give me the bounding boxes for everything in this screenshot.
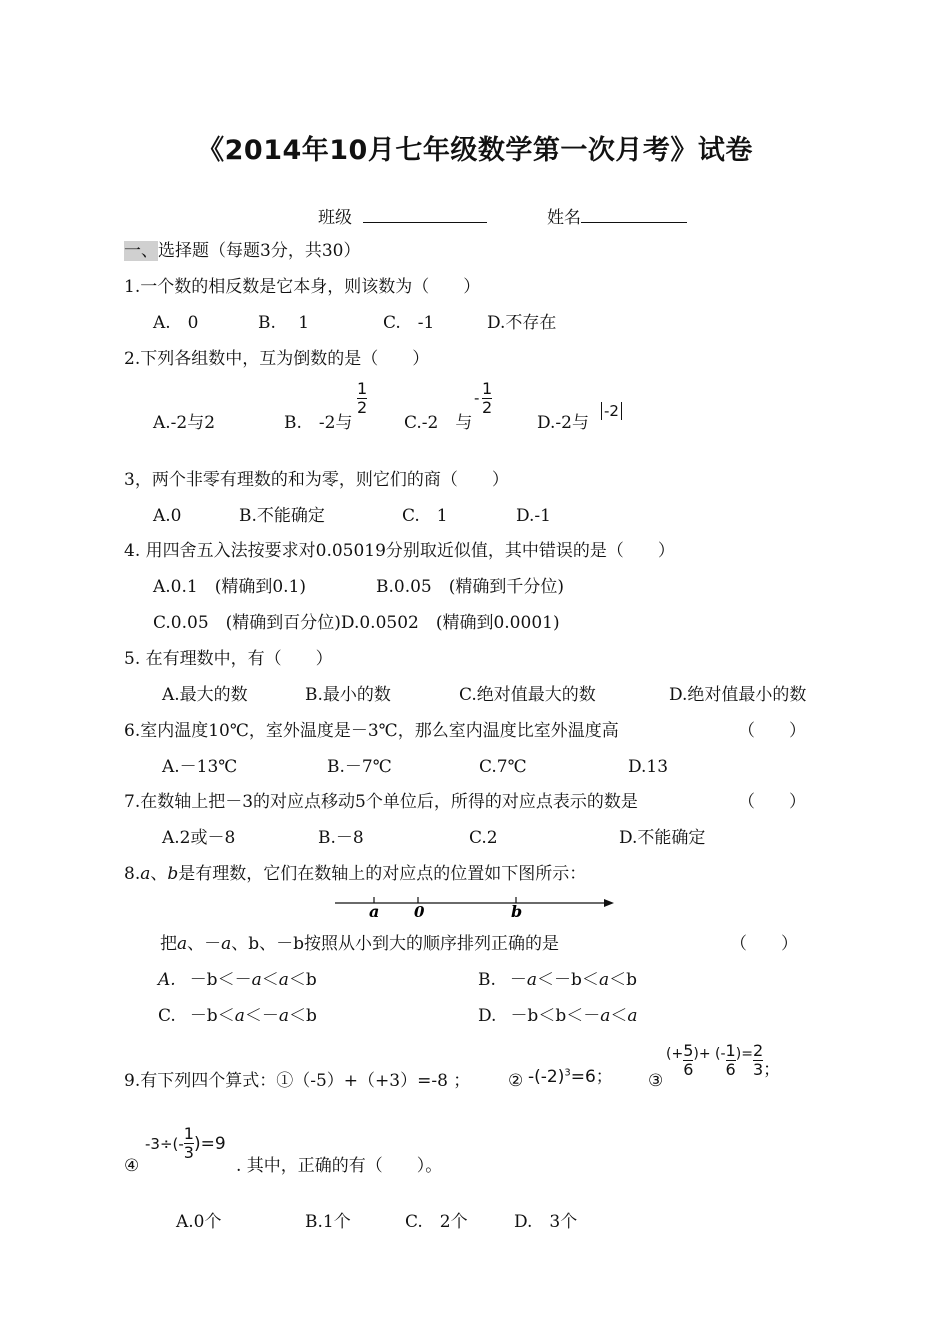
q1-stem: 1.一个数的相反数是它本身，则该数为（ ） [124, 277, 481, 297]
q5-option-c: C.绝对值最大的数 [459, 685, 596, 705]
q6-option-d: D.13 [628, 757, 669, 777]
var-a: a [598, 970, 610, 990]
expr4-part: )=9 [193, 1133, 226, 1154]
axis-arrow [604, 899, 614, 907]
q6-stem: 6.室内温度10℃，室外温度是－3℃，那么室内温度比室外温度高 [124, 721, 619, 741]
var-a: a [177, 934, 188, 954]
option-text: ＜ [261, 970, 279, 990]
var-a: a [278, 1006, 289, 1026]
option-text: －b＜b＜－ [510, 1006, 601, 1026]
q2-stem: 2.下列各组数中，互为倒数的是（ ） [124, 349, 430, 369]
q1-option-a: A. 0 [153, 313, 199, 333]
q8-sub-mid2: 、b、－b按照从小到大的顺序排列正确的是 [231, 934, 560, 954]
q2-c-sign: - [474, 389, 480, 407]
option-text: ＜ [610, 1006, 628, 1026]
q5-stem: 5. 在有理数中，有（ ） [124, 649, 333, 669]
q1-option-c: C. -1 [383, 313, 435, 333]
option-letter: B. [478, 970, 496, 990]
expr4-fraction [184, 1125, 194, 1162]
expr3-fraction-1 [683, 1042, 693, 1079]
q9-stem: 9.有下列四个算式：①（-5）+（+3）=-8 ； [124, 1071, 471, 1091]
number-line [330, 892, 620, 922]
q8-sub-pre: 把 [160, 934, 177, 954]
option-text: －b＜－ [189, 970, 252, 990]
expr3-part: )= [735, 1045, 753, 1062]
q3-option-c: C. 1 [402, 506, 448, 526]
section-title: 选择题（每题3分，共30） [158, 241, 361, 261]
axis-label-0: 0 [414, 903, 425, 921]
q8-number: 8. [124, 864, 141, 884]
q9-circle-4: ④ [124, 1156, 140, 1176]
q7-option-b: B.－8 [318, 828, 364, 848]
q9-expression-3 [666, 1041, 780, 1080]
q9-circle-3: ③ [648, 1071, 664, 1091]
q9-expression-2 [528, 1062, 613, 1087]
q2-option-b: B. -2与 [284, 413, 353, 433]
name-label: 姓名 [547, 208, 581, 228]
q2-option-c: C.-2 与 [404, 413, 473, 433]
q6-option-a: A.－13℃ [162, 757, 238, 777]
q2-d-absolute-value: -2 [601, 402, 622, 420]
q4-option-b: B.0.05 (精确到千分位) [376, 577, 565, 597]
denominator: 6 [725, 1060, 736, 1079]
expr2-result: =6； [570, 1067, 613, 1087]
q8-separator: 、 [150, 864, 168, 884]
option-text: ＜b [288, 1006, 317, 1026]
q9-option-a: A.0个 [176, 1212, 222, 1232]
q9-expression-4 [145, 1125, 226, 1162]
q3-option-d: D.-1 [516, 506, 551, 526]
option-letter: A. [158, 970, 176, 990]
q1-option-b: B. 1 [258, 313, 310, 333]
option-text: －b＜ [189, 1006, 235, 1026]
denominator: 3 [752, 1060, 764, 1079]
expr3-part: )+ (- [693, 1045, 726, 1062]
q2-option-d: D.-2与 [537, 413, 589, 433]
q7-option-d: D.不能确定 [619, 828, 706, 848]
name-field [547, 206, 687, 229]
class-field [318, 206, 487, 229]
var-a: a [600, 1006, 611, 1026]
expr3-part: (+ [666, 1045, 684, 1062]
section-number: 一、 [124, 241, 158, 261]
var-a: a [234, 1006, 245, 1026]
expr3-end: ； [763, 1060, 781, 1080]
class-input-line[interactable] [363, 206, 487, 223]
axis-label-b: b [511, 902, 523, 921]
q9-option-d: D. 3个 [514, 1212, 578, 1232]
q6-answer-paren: （ ） [738, 721, 806, 741]
option-text: ＜b [609, 970, 637, 990]
q2-c-numerator: 1 [482, 379, 493, 398]
q2-option-a: A.-2与2 [153, 413, 216, 433]
var-a: a [221, 934, 232, 954]
q6-option-c: C.7℃ [479, 757, 527, 777]
var-a: a [251, 970, 262, 990]
q4-stem: 4. 用四舍五入法按要求对0.05019分别取近似值，其中错误的是（ ） [124, 541, 675, 561]
option-text: ＜－b＜ [537, 970, 599, 990]
q2-b-fraction [357, 380, 367, 417]
denominator: 3 [183, 1143, 194, 1162]
q3-option-b: B.不能确定 [239, 506, 325, 526]
var-a: a [278, 970, 289, 990]
q2-b-denominator: 2 [357, 398, 368, 417]
option-text: ＜b [288, 970, 317, 990]
q8-option-d [478, 1005, 637, 1027]
name-input-line[interactable] [581, 206, 687, 223]
var-a: a [140, 864, 151, 884]
q8-stem-text: 是有理数，它们在数轴上的对应点的位置如下图所示： [178, 864, 587, 884]
q3-option-a: A.0 [153, 506, 182, 526]
var-b: b [167, 864, 179, 884]
q8-subquestion [160, 933, 559, 955]
q8-option-b [478, 969, 637, 991]
q8-option-c [158, 1005, 317, 1027]
q7-option-c: C.2 [469, 828, 498, 848]
class-label: 班级 [318, 208, 352, 228]
q9-tail: . 其中，正确的有（ ）。 [236, 1156, 443, 1176]
numerator: 1 [183, 1124, 194, 1143]
q9-circle-2: ② [508, 1071, 524, 1091]
page-title: 《2014年10月七年级数学第一次月考》试卷 [197, 135, 753, 166]
var-a: a [627, 1006, 638, 1026]
q5-option-b: B.最小的数 [305, 685, 391, 705]
q7-option-a: A.2或－8 [162, 828, 236, 848]
option-text: － [509, 970, 527, 990]
q5-option-a: A.最大的数 [162, 685, 248, 705]
q7-stem: 7.在数轴上把－3的对应点移动5个单位后，所得的对应点表示的数是 [124, 792, 638, 812]
q2-b-numerator: 1 [357, 379, 368, 398]
var-a: a [526, 970, 538, 990]
q8-stem [124, 863, 586, 885]
numerator: 1 [725, 1041, 736, 1060]
q8-sub-mid1: 、－ [187, 934, 222, 954]
q7-answer-paren: （ ） [738, 792, 806, 812]
q4-option-a: A.0.1 (精确到0.1) [153, 577, 307, 597]
q2-c-denominator: 2 [482, 398, 493, 417]
option-letter: D. [478, 1006, 497, 1026]
q3-stem: 3，两个非零有理数的和为零，则它们的商（ ） [124, 470, 509, 490]
section-heading [124, 240, 360, 262]
expr3-fraction-3 [753, 1042, 763, 1079]
q8-option-a [158, 969, 317, 991]
q1-option-d: D.不存在 [487, 313, 557, 333]
q5-option-d: D.绝对值最小的数 [669, 685, 807, 705]
option-letter: C. [158, 1006, 176, 1026]
q9-option-b: B.1个 [305, 1212, 351, 1232]
q6-option-b: B.－7℃ [327, 757, 392, 777]
numerator: 2 [752, 1041, 764, 1060]
expr2-base: -(-2) [528, 1067, 565, 1087]
denominator: 6 [683, 1060, 694, 1079]
q2-c-fraction [482, 380, 492, 417]
q4-options-cd: C.0.05 (精确到百分位)D.0.0502 (精确到0.0001) [153, 613, 560, 633]
q8-answer-paren: （ ） [730, 934, 798, 954]
expr3-fraction-2 [726, 1042, 736, 1079]
q9-option-c: C. 2个 [405, 1212, 468, 1232]
numerator: 5 [683, 1041, 694, 1060]
expr2-exponent: 3 [564, 1067, 571, 1079]
option-text: ＜－ [244, 1006, 279, 1026]
expr4-part: -3÷(- [145, 1134, 184, 1153]
axis-label-a: a [369, 902, 380, 921]
